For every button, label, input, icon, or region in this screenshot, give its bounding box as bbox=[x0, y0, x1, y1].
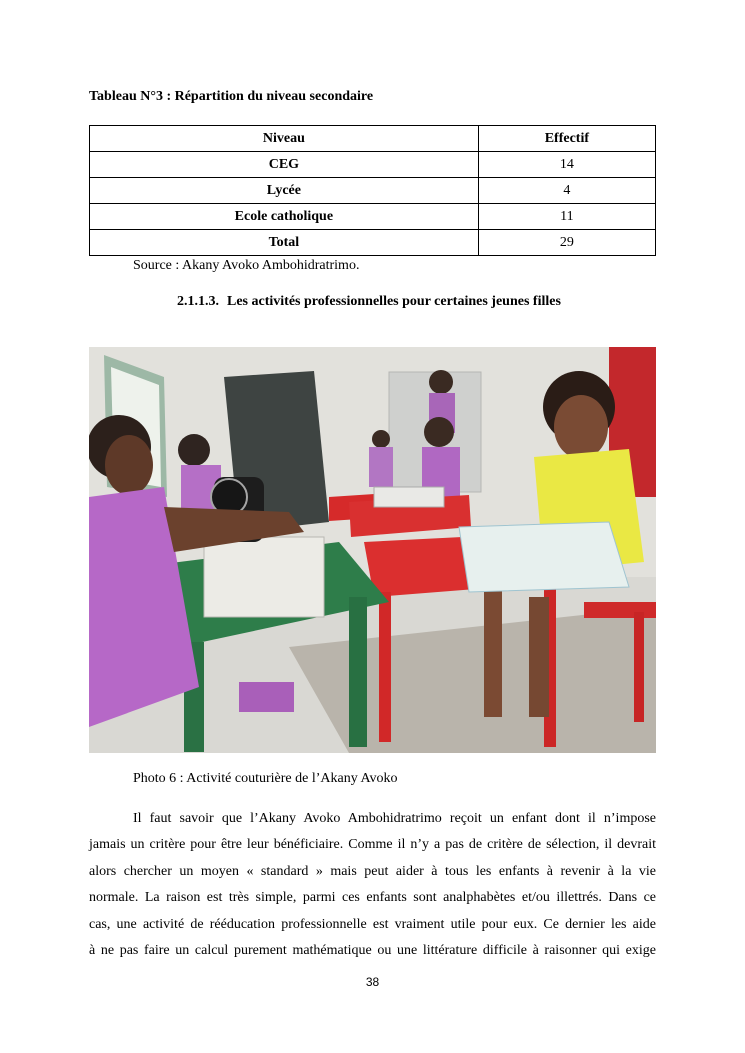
body-paragraph bbox=[89, 806, 656, 964]
body-line: à ne pas faire un calcul purement mathématique ou une littérature difficile à raisonner qui exige bbox=[89, 943, 656, 959]
table-row bbox=[90, 152, 656, 178]
table-row bbox=[90, 178, 656, 204]
niveau-cell: CEG bbox=[90, 152, 479, 178]
sewing-activity-photo bbox=[89, 347, 656, 753]
section-title: Les activités professionnelles pour certaines jeunes filles bbox=[227, 294, 561, 309]
photo-caption: Photo 6 : Activité couturière de l’Akany Avoko bbox=[133, 771, 398, 786]
secondary-level-table bbox=[89, 125, 656, 256]
niveau-cell: Ecole catholique bbox=[90, 204, 479, 230]
column-header-niveau: Niveau bbox=[90, 126, 479, 152]
table-title: Tableau N°3 : Répartition du niveau secondaire bbox=[89, 89, 374, 104]
body-line: jamais un critère pour être leur bénéficiaire. Comme il n’y a pas de critère de sélection, il devrait bbox=[89, 837, 656, 853]
section-heading bbox=[177, 294, 561, 310]
table-row bbox=[90, 204, 656, 230]
niveau-cell: Total bbox=[90, 230, 479, 256]
page-number: 38 bbox=[365, 975, 380, 989]
body-line: normale. La raison est très simple, parmi ces enfants sont analphabètes et/ou illettrés. Dans ce bbox=[89, 890, 656, 906]
body-line: alors chercher un moyen « standard » mais peut aider à tous les enfants à revenir à la vie bbox=[89, 863, 656, 879]
table-total-row bbox=[90, 230, 656, 256]
effectif-cell: 4 bbox=[478, 178, 655, 204]
column-header-effectif: Effectif bbox=[478, 126, 655, 152]
effectif-cell: 29 bbox=[478, 230, 655, 256]
effectif-cell: 11 bbox=[478, 204, 655, 230]
niveau-cell: Lycée bbox=[90, 178, 479, 204]
body-line: cas, une activité de rééducation professionnelle est vraiment utile pour eux. Ce dernier les aide bbox=[89, 916, 656, 932]
table-header-row bbox=[90, 126, 656, 152]
section-number: 2.1.1.3. bbox=[177, 294, 219, 309]
table-source: Source : Akany Avoko Ambohidratrimo. bbox=[133, 258, 360, 273]
body-line: Il faut savoir que l’Akany Avoko Ambohidratrimo reçoit un enfant dont il n’impose bbox=[133, 811, 656, 826]
effectif-cell: 14 bbox=[478, 152, 655, 178]
